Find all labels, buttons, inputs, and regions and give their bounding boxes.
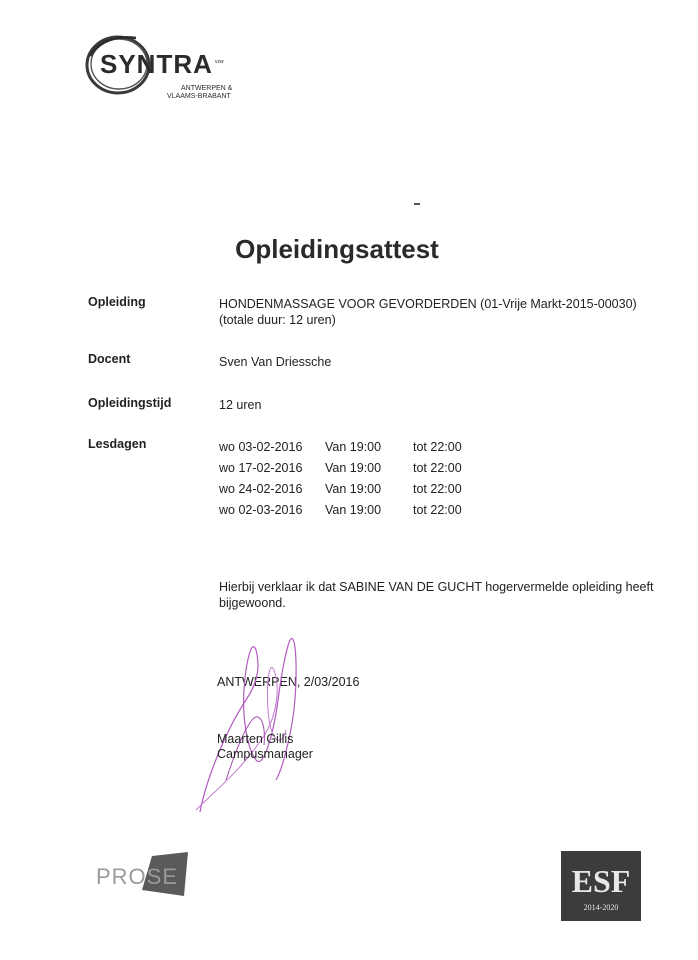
lesdag-from: Van 19:00 <box>325 503 382 517</box>
lesdag-from: Van 19:00 <box>325 482 382 496</box>
docent-label: Docent <box>88 352 131 366</box>
lesdag-date: wo 24-02-2016 <box>219 482 303 496</box>
declaration-line1: Hierbij verklaar ik dat SABINE VAN DE GUCHT hogervermelde opleiding heeft <box>219 580 654 594</box>
syntra-vzw: vzw <box>215 59 224 65</box>
syntra-logo <box>84 32 233 104</box>
opleiding-value: HONDENMASSAGE VOOR GEVORDERDEN (01-Vrije Markt-2015-00030) <box>219 297 637 311</box>
signatory-role: Campusmanager <box>217 747 313 761</box>
esf-logo <box>561 851 641 921</box>
lesdag-date: wo 02-03-2016 <box>219 503 303 517</box>
lesdag-to: tot 22:00 <box>413 503 462 517</box>
opleidingstijd-label: Opleidingstijd <box>88 396 172 410</box>
lesdagen-label: Lesdagen <box>88 437 147 451</box>
docent-value: Sven Van Driessche <box>219 355 332 369</box>
signatory-name: Maarten Gillis <box>217 732 294 746</box>
syntra-region-line2: VLAAMS-BRABANT <box>167 93 231 100</box>
prose-logo <box>96 852 192 900</box>
stray-mark <box>414 203 420 205</box>
handwritten-signature <box>186 630 316 820</box>
prose-wordmark <box>96 864 178 890</box>
esf-years: 2014-2020 <box>583 903 619 912</box>
syntra-region-line1: ANTWERPEN & <box>181 85 233 92</box>
lesdag-to: tot 22:00 <box>413 440 462 454</box>
lesdag-from: Van 19:00 <box>325 461 382 475</box>
lesdag-date: wo 03-02-2016 <box>219 440 303 454</box>
opleiding-duration: (totale duur: 12 uren) <box>219 313 336 327</box>
lesdag-from: Van 19:00 <box>325 440 382 454</box>
syntra-region <box>167 85 232 101</box>
place-date: ANTWERPEN, 2/03/2016 <box>217 675 360 689</box>
lesdag-date: wo 17-02-2016 <box>219 461 303 475</box>
document-title: Opleidingsattest <box>235 234 439 264</box>
declaration-line2: bijgewoond. <box>219 596 286 610</box>
prose-text: PROSE <box>96 864 179 889</box>
lesdag-to: tot 22:00 <box>413 482 462 496</box>
esf-wordmark: ESF <box>571 863 631 899</box>
lesdag-to: tot 22:00 <box>413 461 462 475</box>
opleiding-label: Opleiding <box>88 295 146 309</box>
opleidingstijd-value: 12 uren <box>219 398 262 412</box>
syntra-wordmark: SYNTRA <box>100 49 213 79</box>
